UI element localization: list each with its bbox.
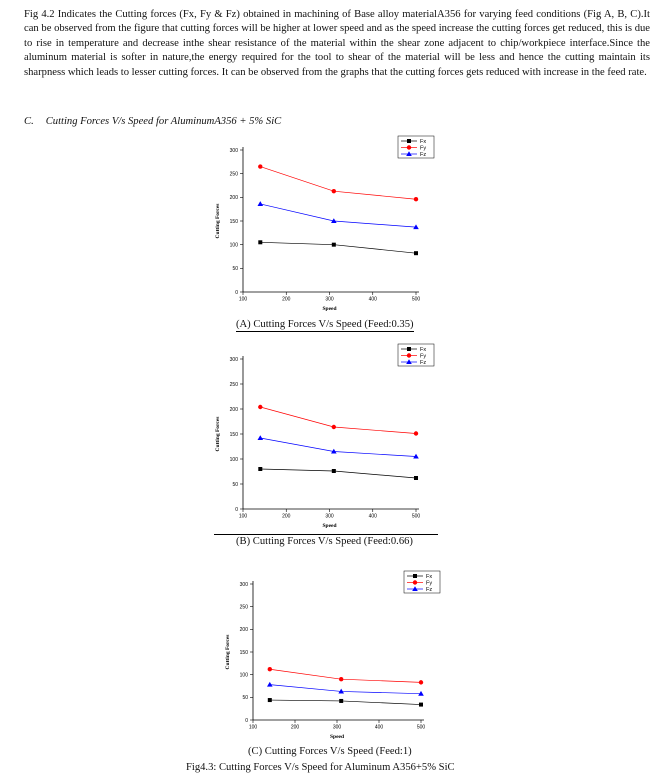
x-tick-label: 500 bbox=[416, 724, 426, 731]
y-axis-label: Cutting Forces bbox=[225, 634, 231, 670]
y-tick-label: 200 bbox=[229, 406, 238, 413]
x-axis-label: Speed bbox=[322, 306, 337, 312]
y-tick-label: 100 bbox=[229, 242, 238, 249]
data-point-fx bbox=[339, 699, 343, 703]
data-point-fy bbox=[419, 680, 423, 684]
y-tick-label: 0 bbox=[245, 717, 248, 724]
y-tick-label: 250 bbox=[229, 171, 238, 178]
y-tick-label: 0 bbox=[235, 289, 238, 296]
data-point-fy bbox=[268, 667, 272, 671]
y-tick-label: 100 bbox=[229, 456, 238, 463]
data-point-fx bbox=[419, 703, 423, 707]
y-tick-label: 50 bbox=[232, 266, 238, 273]
y-tick-label: 50 bbox=[242, 695, 248, 702]
y-tick-label: 250 bbox=[239, 604, 248, 611]
legend-marker bbox=[413, 580, 417, 584]
y-tick-label: 0 bbox=[235, 506, 238, 513]
x-tick-label: 200 bbox=[282, 513, 291, 520]
x-tick-label: 300 bbox=[325, 296, 334, 303]
legend-marker bbox=[413, 574, 417, 578]
x-tick-label: 100 bbox=[238, 513, 248, 520]
y-tick-label: 300 bbox=[239, 581, 248, 588]
data-point-fx bbox=[268, 698, 272, 702]
x-tick-label: 100 bbox=[248, 724, 258, 731]
x-tick-label: 500 bbox=[411, 296, 421, 303]
y-tick-label: 50 bbox=[232, 481, 238, 488]
body-paragraph: Fig 4.2 Indicates the Cutting forces (Fx, Fy & Fz) obtained in machining of Base alloy materialA356 for varying feed conditions (Fig A, B, C).It can be observed from the figure that cutting forces will be higher at lower speed and as the speed increase the cutting forces get reduced, this is due to rise in temperature and decrease inthe shear resistance of the material within the shear zone adjacent to chip/workpiece interface.Since the aluminum material is softer in nature,the energy required for the tool to shear of the material will be less and hence the cutting maintain its sharpness which leads to lesser cutting forces. It can be observed from the graphs that the cutting forces gets reduced with increase in the feed rate. bbox=[24, 9, 650, 78]
x-tick-label: 400 bbox=[368, 296, 377, 303]
y-axis-label: Cutting Forces bbox=[215, 416, 221, 452]
x-tick-label: 100 bbox=[238, 296, 248, 303]
series-line-fx bbox=[270, 700, 421, 705]
caption-a: (A) Cutting Forces V/s Speed (Feed:0.35) bbox=[236, 319, 414, 330]
caption-c: (C) Cutting Forces V/s Speed (Feed:1) bbox=[248, 746, 412, 757]
section-number: C. bbox=[24, 116, 34, 127]
section-title: Cutting Forces V/s Speed for AluminumA356 + 5% SiC bbox=[45, 116, 282, 127]
legend-label: Fx bbox=[420, 347, 427, 353]
legend-label: Fz bbox=[420, 152, 427, 158]
y-tick-label: 150 bbox=[229, 218, 238, 225]
y-tick-label: 200 bbox=[239, 627, 248, 634]
legend-box bbox=[404, 571, 440, 593]
legend-label: Fx bbox=[426, 574, 433, 580]
y-tick-label: 150 bbox=[229, 431, 238, 438]
figure-caption: Fig4.3: Cutting Forces V/s Speed for Aluminum A356+5% SiC bbox=[186, 762, 455, 773]
legend-label: Fy bbox=[420, 353, 427, 360]
x-tick-label: 400 bbox=[374, 724, 384, 731]
x-tick-label: 200 bbox=[290, 724, 300, 731]
caption-b-rule bbox=[214, 534, 438, 535]
data-point-fz bbox=[267, 682, 273, 687]
series-line-fy bbox=[270, 669, 421, 682]
x-tick-label: 500 bbox=[411, 513, 421, 520]
legend-label: Fy bbox=[420, 145, 427, 152]
x-tick-label: 300 bbox=[332, 724, 342, 731]
x-axis-label: Speed bbox=[329, 734, 345, 740]
caption-b: (B) Cutting Forces V/s Speed (Feed:0.66) bbox=[236, 536, 413, 547]
y-tick-label: 200 bbox=[229, 195, 238, 202]
y-tick-label: 250 bbox=[229, 381, 238, 388]
x-axis-label: Speed bbox=[322, 523, 337, 529]
y-tick-label: 300 bbox=[229, 147, 238, 154]
legend-label: Fz bbox=[426, 587, 433, 593]
legend-label: Fy bbox=[426, 580, 433, 587]
x-tick-label: 300 bbox=[325, 513, 334, 520]
x-tick-label: 200 bbox=[282, 296, 291, 303]
legend-label: Fx bbox=[420, 139, 427, 145]
y-tick-label: 100 bbox=[239, 672, 248, 679]
legend-label: Fz bbox=[420, 360, 427, 366]
x-tick-label: 400 bbox=[368, 513, 377, 520]
data-point-fy bbox=[339, 677, 343, 681]
series-line-fz bbox=[270, 685, 421, 694]
y-tick-label: 300 bbox=[229, 356, 238, 363]
y-tick-label: 150 bbox=[239, 649, 248, 656]
y-axis-label: Cutting Forces bbox=[215, 203, 221, 239]
